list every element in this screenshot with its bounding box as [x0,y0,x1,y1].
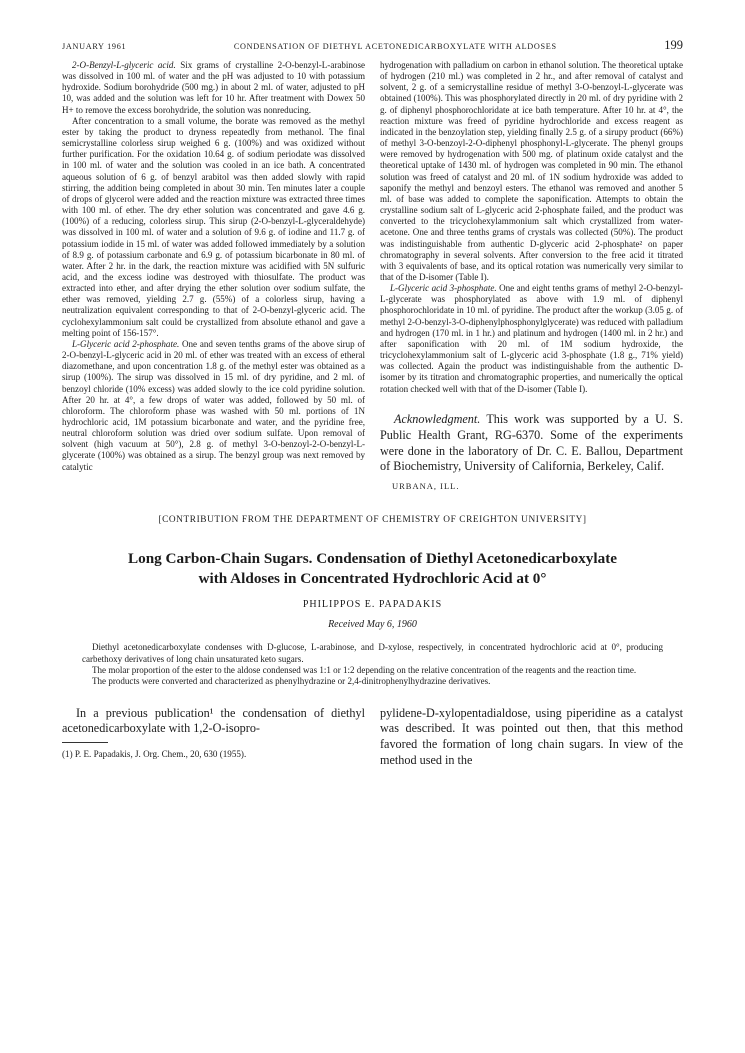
contribution-line: [CONTRIBUTION FROM THE DEPARTMENT OF CHEMISTRY OF CREIGHTON UNIVERSITY] [158,515,587,526]
running-head-title: CONDENSATION OF DIETHYL ACETONEDICARBOXYLATE WITH ALDOSES [233,42,557,51]
article-title-line-1: Long Carbon-Chain Sugars. Condensation of Diethyl Acetonedicarboxylate [128,550,617,568]
body-paragraph: In a previous publication¹ the condensation of diethyl acetonedicarboxylate with 1,2-O-isopro- [62,705,365,736]
abstract-paragraph: The products were converted and characterized as phenylhydrazine or 2,4-dinitrophenylhydrazine derivatives. [92,676,491,687]
paragraph-benzyl-glyceric-acid [62,60,365,116]
paragraph-heading: 2-O-Benzyl-L-glyceric acid. [72,60,176,70]
received-date: Received May 6, 1960 [328,619,417,631]
body-right-column [380,706,683,770]
acknowledgment-text: This work was supported by a U. S. Public Health Grant, RG-6370. Some of the experiments were done in the laboratory of Dr. C. E. Ballou, Department of Biochemistry, University of California, Berkeley, Calif. [380,411,684,474]
body-left-column [62,706,365,770]
abstract-paragraph: The molar proportion of the ester to the aldose condensed was 1:1 or 1:2 depending on the relative concentration of the reagents and the reaction time. [92,664,637,675]
journal-page [62,38,683,769]
footnote-rule [62,742,108,743]
article-title [62,549,683,589]
paragraph-heading: L-Glyceric acid 2-phosphate. [72,338,180,349]
paragraph-text: One and eight tenths grams of methyl 2-O-benzyl-L-glycerate was phosphorylated as above with 1.9 ml. of diphenyl phosphorochloridate in 10 ml. of pyridine. The product after the workup (3.05 g. of methyl 2-O-benzyl-3-O-diphenylphosphonylglycerate) was reduced with palladium and hydrogen (170 ml. in 1 hr.) and platinum and hydrogen (1400 ml. in 2 hr.) and after saponification with 20 ml. of 1M sodium hydroxide, the tricyclohexylammonium salt of L-glyceric acid 3-phosphate (1.8 g., 71% yield) was collected. Again the product was indistinguishable from the authentic D-isomer by its titration and chromatographic properties, and numerically the optical rotation checked well with that of the D-isomer (Table I). [380,283,683,394]
paragraph-glyceric-2-phosphate [62,339,365,473]
paragraph-glyceric-3-phosphate [380,283,683,395]
running-head [62,38,683,60]
left-column [62,60,365,491]
paragraph-oxidation [62,116,365,339]
page-number: 199 [664,38,683,52]
experimental-columns [62,60,683,491]
paragraph-text: One and seven tenths grams of the above sirup of 2-O-benzyl-L-glyceric acid in 20 ml. of ether was treated with an excess of etheral diazomethane, and upon concentration 1.8 g. of the methyl ester was obtained as a sirup (100%). The sirup was dissolved in 15 ml. of dry pyridine, and 2 ml. of benzoyl chloride (10% excess) was added slowly to the ice cold pyridine solution. After 20 hr. at 4°, a few drops of water was added, followed by 50 ml. of chloroform. The chloroform phase was washed with 50 ml. portions of 1N hydrochloric acid, 1M potassium bicarbonate and water, and the pyridine free, neutral chloroform solution was dried over sodium sulfate. Upon removal of solvent (high vacuum at 50°), 2.8 g. of methyl 3-O-benzoyl-2-O-benzyl-L-glycerate (100%) was obtained as a sirup. The benzyl group was next removed by catalytic [62,338,365,472]
paragraph-text: hydrogenation with palladium on carbon in ethanol solution. The theoretical uptake of hydrogen (210 ml.) was completed in 2 hr., and after removal of catalyst and solvent, 2 g. of a semicrystalline residue of methyl 3-O-benzoyl-L-glycerate was obtained (100%). This was phosphorylated directly in 20 ml. of dry pyridine with 2 g. of diphenyl phosphorochloridate at ice bath temperature. After 10 hr. at 4°, the reaction mixture was freed of pyridine hydrochloride and excess reagent as indicated in the benzoylation step, yielding finally 2.5 g. of a sirupy product (66%) of methyl 3-O-benzoyl-2-O-diphenyl phosphonyl-L-glycerate. The phenyl groups were removed by hydrogenation with 500 mg. of platinum oxide catalyst and the theoretical uptake of 1430 ml. of hydrogen was completed in 90 min. The ethanol solution was freed of catalyst and 20 ml. of 1N sodium hydroxide was added to saponify the methyl and benzoyl esters. The ethanol was removed and another 5 ml. of base was added to complete the saponification. Attempts to obtain the crystalline sodium salt of L-glyceric acid 2-phosphate failed, and the product was converted to the tricyclohexylammonium salt which crystallized from water-acetone. One and three tenths grams of crystals was collected (50%). The product was indistinguishable from authentic D-glyceric acid 2-phosphate² on paper chromatography in several solvents. After conversion to the free acid it titrated with 3 equivalents of base, and its optical rotation was numerically very similar to that of the D-isomer (Table I). [380,60,683,282]
right-column [380,60,683,491]
footnote: (1) P. E. Papadakis, J. Org. Chem., 20, 630 (1955). [62,749,247,760]
article-body [62,706,683,770]
acknowledgment [380,412,683,476]
paragraph-text: Six grams of crystalline 2-O-benzyl-L-arabinose was dissolved in 100 ml. of water and the pH was adjusted to 10 with potassium hydroxide. Sodium borohydride (500 mg.) in about 2 ml. of water, adjusted to pH 10, was added and the solution was left for 10 hr. After treatment with Dowex 50 H+ to remove the excess borohydride, the solution was nonreducing. [62,60,365,115]
acknowledgment-heading: Acknowledgment. [394,411,481,426]
paragraph-hydrogenation [380,60,683,283]
body-paragraph: pylidene-D-xylopentadialdose, using piperidine as a catalyst was described. It was pointed out then, that this method favored the formation of long chain sugars. In view of the method used in the [380,705,683,768]
abstract [82,642,663,687]
article-title-line-2: with Aldoses in Concentrated Hydrochloric Acid at 0° [198,570,547,588]
abstract-paragraph: Diethyl acetonedicarboxylate condenses with D-glucose, L-arabinose, and D-xylose, respectively, in concentrated hydrochloric acid at 0°, producing carbethoxy derivatives of long chain unsaturated keto sugars. [82,642,663,664]
author-name: PHILIPPOS E. PAPADAKIS [302,599,443,611]
paragraph-heading: L-Glyceric acid 3-phosphate. [390,283,497,294]
author-location: URBANA, ILL. [392,481,460,492]
running-head-date: JANUARY 1961 [62,42,127,51]
paragraph-text: After concentration to a small volume, the borate was removed as the methyl ester by taking the product to dryness repeatedly from methanol. The final semicrystalline colorless sirup weighed 6 g. (100%) and was oxidized without further purification. For the oxidation 10.64 g. of sodium periodate was dissolved in 100 ml. of water and the solution was cooled in an ice bath. A concentrated aqueous solution of 6 g. of benzyl arabitol was then added slowly with rapid stirring, the addition being completed in about 30 min. Ten minutes later a couple of drops of glycerol were added and the reaction mixture was extracted three times with 100 ml. of ether. The dry ether solution was concentrated and gave 4.6 g. (100%) of a reducing, colorless sirup. This sirup (2-O-benzyl-L-glyceraldehyde) was dissolved in 100 ml. of water and a solution of 9.6 g. of iodine and 11.7 g. of potassium iodide in 15 ml. of water was added followed immediately by a solution of 8.9 g. of potassium carbonate and 6.9 g. of potassium bicarbonate in 80 ml. of water. After 2 hr. in the dark, the reaction mixture was acidified with 5N sulfuric acid, and the excess iodine was destroyed with thiosulfate. The product was extracted into ether, and after drying the ether solution over sodium sulfate, the ether was removed, yielding 2.7 g. (55%) of a colorless sirup, having a neutralization equivalent corresponding to that of 2-O-benzyl-glyceric acid. The cyclohexylammonium salt could be crystallized from absolute ethanol and gave a melting point of 156-157°. [62,115,365,338]
